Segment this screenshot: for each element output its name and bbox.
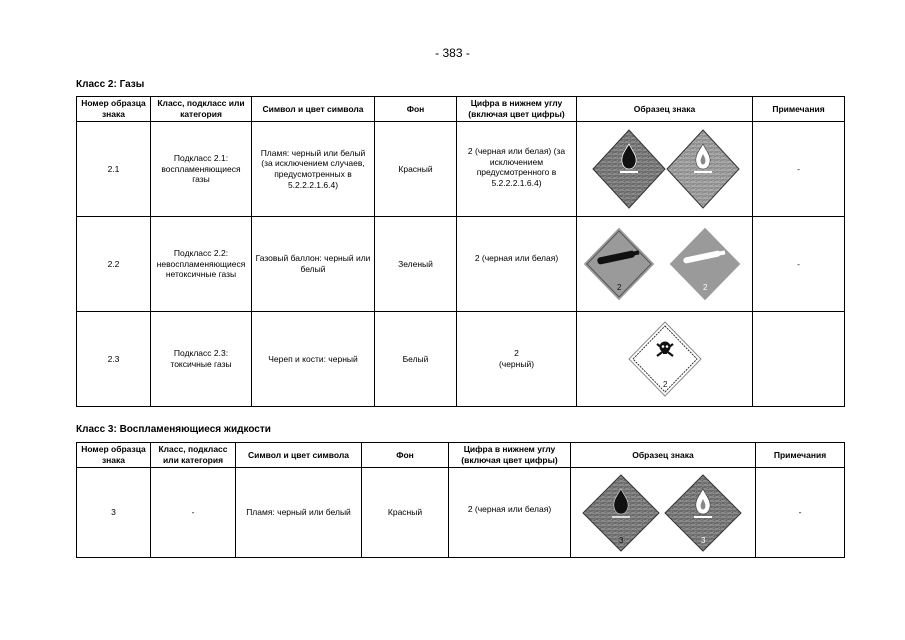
corner-digit: 2 (черная или белая) (за исключением предусмотренного в 5.2.2.2.1.6.4) <box>457 122 577 217</box>
symbol-color: Газовый баллон: черный или белый <box>252 217 375 312</box>
flammable-sign-white-flame <box>667 130 739 208</box>
class-category: Подкласс 2.1: воспламеняющиеся газы <box>151 122 252 217</box>
sign-sample <box>577 122 753 217</box>
table-row <box>77 217 845 312</box>
class-category: Подкласс 2.2: невоспламеняющиеся нетоксичные газы <box>151 217 252 312</box>
sign-number: 3 <box>77 468 151 558</box>
notes: - <box>753 217 845 312</box>
background-color: Белый <box>375 312 457 407</box>
class-category: Подкласс 2.3: токсичные газы <box>151 312 252 407</box>
corner-digit-color: (черный) <box>498 359 535 369</box>
notes: - <box>753 122 845 217</box>
class3-table <box>76 442 845 558</box>
sign-digit: 3 <box>701 535 706 545</box>
header-class-category: Класс, подкласс или категория <box>151 443 236 468</box>
sign-number: 2.2 <box>77 217 151 312</box>
background-color: Красный <box>362 468 449 558</box>
sign-digit: 2 <box>663 380 668 389</box>
table-header-row <box>77 443 845 468</box>
header-sign-sample: Образец знака <box>577 97 753 122</box>
toxic-gas-sign <box>577 312 753 406</box>
page-number: - 383 - <box>435 46 470 60</box>
sign-number: 2.3 <box>77 312 151 407</box>
sign-digit: 3 <box>619 535 624 545</box>
corner-digit: 2 (черная или белая) <box>457 217 577 312</box>
header-sign-number: Номер образца знака <box>77 443 151 468</box>
sign-digit: 2 <box>617 283 622 292</box>
flammable-liquid-sign-white-flame <box>665 475 741 551</box>
corner-digit-number: 2 <box>514 348 519 359</box>
corner-digit: 2 (черная или белая) <box>449 468 571 558</box>
gas-sign-white-cylinder <box>669 227 741 301</box>
header-class-category: Класс, подкласс или категория <box>151 97 252 122</box>
flammable-sign-black-flame <box>593 130 665 208</box>
header-background: Фон <box>362 443 449 468</box>
background-color: Красный <box>375 122 457 217</box>
sign-sample <box>571 468 756 558</box>
header-notes: Примечания <box>753 97 845 122</box>
symbol-color: Череп и кости: черный <box>252 312 375 407</box>
section-title-class3: Класс 3: Воспламеняющиеся жидкости <box>76 424 271 435</box>
table-row <box>77 122 845 217</box>
sign-digit: 2 <box>703 283 708 292</box>
header-background: Фон <box>375 97 457 122</box>
flammable-liquid-signs <box>571 469 756 557</box>
sign-sample <box>577 217 753 312</box>
symbol-color: Пламя: черный или белый (за исключением случаев, предусмотренных в 5.2.2.2.1.6.4) <box>252 122 375 217</box>
header-sign-number: Номер образца знака <box>77 97 151 122</box>
header-symbol-color: Символ и цвет символа <box>252 97 375 122</box>
notes <box>753 312 845 407</box>
class-category: - <box>151 468 236 558</box>
sign-number: 2.1 <box>77 122 151 217</box>
toxic-sign <box>629 322 701 396</box>
class2-table <box>76 96 845 407</box>
section-title-class2: Класс 2: Газы <box>76 79 145 90</box>
header-corner-digit: Цифра в нижнем углу (включая цвет цифры) <box>449 443 571 468</box>
table-row <box>77 468 845 558</box>
header-corner-digit: Цифра в нижнем углу (включая цвет цифры) <box>457 97 577 122</box>
notes: - <box>756 468 845 558</box>
header-notes: Примечания <box>756 443 845 468</box>
symbol-color: Пламя: черный или белый <box>236 468 362 558</box>
header-sign-sample: Образец знака <box>571 443 756 468</box>
gas-sign-black-cylinder <box>583 227 655 301</box>
sign-sample <box>577 312 753 407</box>
non-flammable-gas-signs <box>577 217 753 311</box>
flammable-gas-signs <box>577 122 753 216</box>
flammable-liquid-sign-black-flame <box>583 475 659 551</box>
corner-digit <box>457 312 577 407</box>
background-color: Зеленый <box>375 217 457 312</box>
table-header-row <box>77 97 845 122</box>
header-symbol-color: Символ и цвет символа <box>236 443 362 468</box>
table-row <box>77 312 845 407</box>
